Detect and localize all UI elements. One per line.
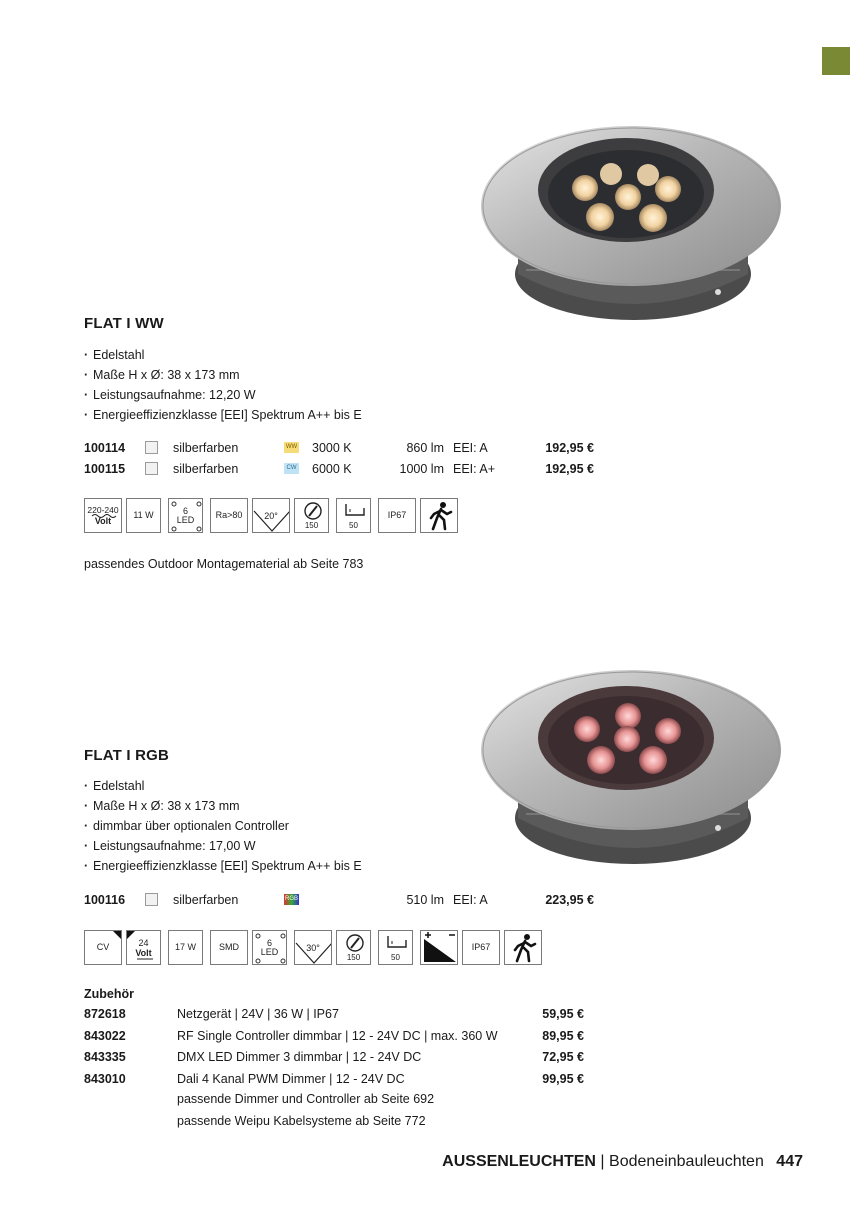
watt-icon (126, 498, 161, 533)
footer-subcategory: Bodeneinbauleuchten (609, 1153, 764, 1170)
impact-text: 150 (346, 953, 361, 962)
load-icon (386, 934, 408, 950)
dc-line-icon (137, 958, 153, 962)
load-capacity-icon (336, 498, 371, 533)
price: 223,95 € (545, 893, 594, 907)
ip-text: IP67 (471, 942, 491, 952)
price: 72,95 € (542, 1050, 584, 1064)
feature-item: · Energieeffizienzklasse [EEI] Spektrum A++ bis E (84, 856, 362, 876)
beam-angle-text: 20° (264, 511, 278, 521)
section-tab-marker (822, 47, 850, 75)
article-number: 843010 (84, 1072, 126, 1086)
voltage-range-text: 220-240 (87, 505, 119, 515)
accessory-row (84, 1069, 584, 1090)
article-number: 100114 (84, 441, 126, 455)
beam-cone-icon (295, 931, 332, 965)
accessory-description: DMX LED Dimmer 3 dimmbar | 12 - 24V DC (177, 1050, 422, 1064)
variant-row (84, 459, 594, 479)
luminous-flux: 1000 lm (399, 462, 444, 476)
article-number: 100115 (84, 462, 126, 476)
feature-item: · Maße H x Ø: 38 x 173 mm (84, 796, 362, 816)
beam-angle-icon (252, 498, 290, 533)
color-temperature: 6000 K (312, 462, 352, 476)
voltage-text: 24 (138, 938, 149, 948)
color-swatch (145, 462, 158, 475)
smd-icon (210, 930, 248, 965)
price: 99,95 € (542, 1072, 584, 1086)
product-image-flat-ww (478, 124, 784, 326)
price: 59,95 € (542, 1007, 584, 1021)
product-title: FLAT I WW (84, 315, 164, 332)
spec-icon-row (84, 930, 544, 965)
accessory-description: Netzgerät | 24V | 36 W | IP67 (177, 1007, 339, 1021)
impact-resistance-icon (336, 930, 371, 965)
led-count-icon (252, 930, 287, 965)
cross-reference-note: passende Weipu Kabelsysteme ab Seite 772 (177, 1114, 426, 1128)
energy-class: EEI: A (453, 893, 488, 907)
feature-item: · Leistungsaufnahme: 12,20 W (84, 385, 362, 405)
feature-item: · Edelstahl (84, 345, 362, 365)
footer-category: AUSSENLEUCHTEN (442, 1153, 596, 1170)
watt-icon (168, 930, 203, 965)
luminous-flux: 510 lm (406, 893, 444, 907)
color-temperature: 3000 K (312, 441, 352, 455)
luminous-flux: 860 lm (406, 441, 444, 455)
cv-text: CV (96, 942, 110, 952)
variant-row (84, 890, 594, 910)
walking-person-icon (511, 933, 537, 963)
impact-icon (345, 933, 365, 953)
ww-badge: WW (284, 442, 299, 453)
ra-icon (210, 498, 248, 533)
impact-icon (303, 501, 323, 521)
accessory-row (84, 1026, 584, 1047)
feature-item: · Edelstahl (84, 776, 362, 796)
color-name: silberfarben (173, 893, 239, 907)
feature-list (84, 345, 362, 425)
voltage-unit-text: Volt (94, 516, 112, 526)
cross-reference-note: passende Dimmer und Controller ab Seite 692 (177, 1092, 435, 1106)
led-count-text: 6 (182, 506, 188, 516)
impact-text: 150 (304, 521, 319, 530)
page-footer (442, 1153, 803, 1171)
price: 192,95 € (545, 441, 594, 455)
load-text: 50 (391, 953, 400, 962)
accessories-heading: Zubehör (84, 987, 134, 1001)
voltage-unit-text: Volt (135, 948, 152, 958)
watt-text: 11 W (133, 510, 154, 520)
led-label-text: LED (176, 515, 195, 525)
feature-item: · Leistungsaufnahme: 17,00 W (84, 836, 362, 856)
article-number: 843335 (84, 1050, 126, 1064)
load-capacity-icon (378, 930, 413, 965)
energy-class: EEI: A+ (453, 462, 496, 476)
load-text: 50 (349, 521, 358, 530)
accessory-row (84, 1047, 584, 1068)
ip-rating-icon (378, 498, 416, 533)
article-number: 843022 (84, 1029, 126, 1043)
feature-item: · dimmbar über optionalen Controller (84, 816, 362, 836)
rgb-badge: RGB (284, 894, 299, 905)
impact-resistance-icon (294, 498, 329, 533)
beam-angle-text: 30° (306, 943, 320, 953)
color-swatch (145, 441, 158, 454)
load-icon (344, 502, 366, 518)
price: 89,95 € (542, 1029, 584, 1043)
color-name: silberfarben (173, 441, 239, 455)
dimming-ramp-icon (421, 931, 458, 965)
product-image-flat-rgb (478, 668, 784, 870)
watt-text: 17 W (174, 942, 196, 952)
variant-row (84, 438, 594, 458)
feature-list (84, 776, 362, 876)
article-number: 872618 (84, 1007, 126, 1021)
color-name: silberfarben (173, 462, 239, 476)
led-count-icon (168, 498, 203, 533)
article-number: 100116 (84, 893, 126, 907)
walk-over-icon (420, 498, 458, 533)
energy-class: EEI: A (453, 441, 488, 455)
product-title: FLAT I RGB (84, 747, 170, 764)
accessory-description: RF Single Controller dimmbar | 12 - 24V DC | max. 360 W (177, 1029, 498, 1043)
walking-person-icon (427, 501, 453, 531)
dimmable-icon (420, 930, 458, 965)
feature-item: · Maße H x Ø: 38 x 173 mm (84, 365, 362, 385)
ra-text: Ra>80 (215, 510, 243, 520)
beam-angle-icon (294, 930, 332, 965)
accessory-description: Dali 4 Kanal PWM Dimmer | 12 - 24V DC (177, 1072, 405, 1086)
voltage-icon (126, 930, 161, 965)
cv-icon (84, 930, 122, 965)
accessory-row (84, 1004, 584, 1025)
color-swatch (145, 893, 158, 906)
voltage-icon (84, 498, 122, 533)
price: 192,95 € (545, 462, 594, 476)
smd-text: SMD (219, 942, 239, 952)
led-count-text: 6 (266, 938, 272, 948)
led-label-text: LED (260, 947, 279, 957)
cw-badge: CW (284, 463, 299, 474)
spec-icon-row (84, 498, 460, 533)
ip-text: IP67 (387, 510, 407, 520)
footer-separator: | (600, 1153, 605, 1170)
feature-item: · Energieeffizienzklasse [EEI] Spektrum A++ bis E (84, 405, 362, 425)
mounting-note: passendes Outdoor Montagematerial ab Seite 783 (84, 557, 364, 571)
ip-rating-icon (462, 930, 500, 965)
walk-over-icon (504, 930, 542, 965)
ac-wave-icon (91, 514, 117, 518)
corner-flag-icon (113, 931, 121, 939)
page-number: 447 (776, 1153, 803, 1170)
beam-cone-icon (253, 499, 290, 533)
